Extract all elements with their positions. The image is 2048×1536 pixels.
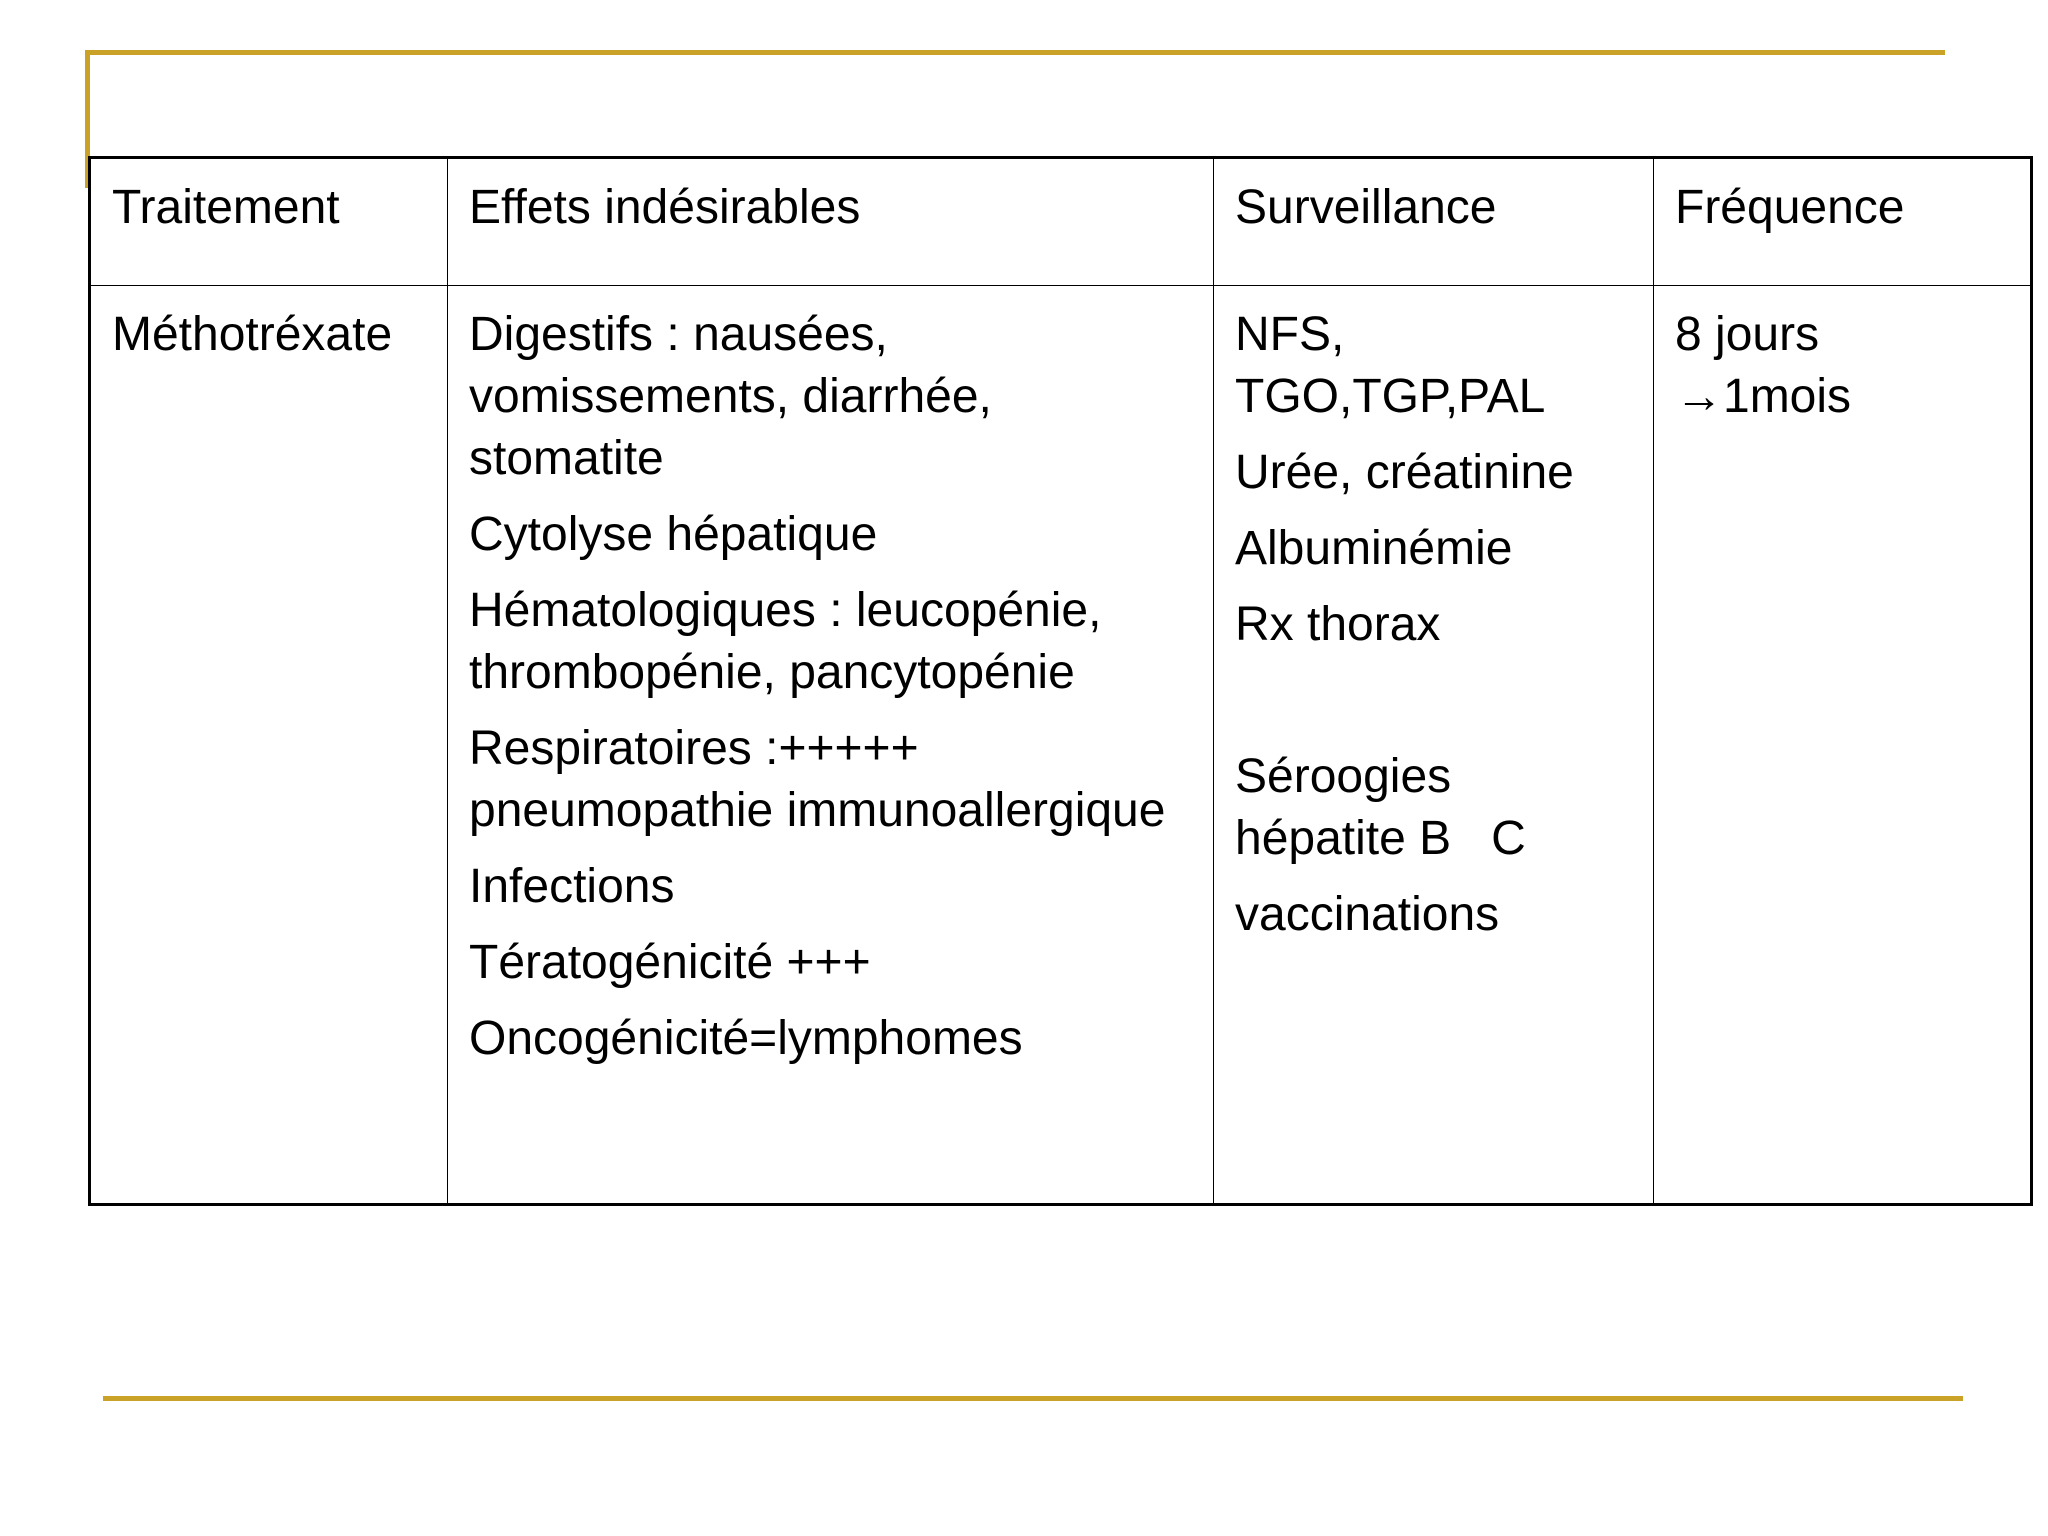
frequence-value: 8 jours →1mois — [1675, 308, 1852, 423]
surveillance-vaccinations: vaccinations — [1235, 888, 1500, 941]
surveillance-nfs: NFS, TGO,TGP,PAL — [1235, 308, 1546, 423]
table-row — [90, 286, 2032, 1205]
surveillance-serologies: Séroogies hépatite B C — [1235, 750, 1526, 865]
effet-cytolyse: Cytolyse hépatique — [469, 508, 878, 561]
effet-hematologiques: Hématologiques : leucopénie, thrombopénie, pancytopénie — [469, 584, 1115, 699]
effet-respiratoires: Respiratoires :+++++ pneumopathie immunoallergique — [469, 722, 1166, 837]
surveillance-uree: Urée, créatinine — [1235, 446, 1574, 499]
cell-surveillance — [1214, 286, 1654, 1205]
cell-frequence — [1654, 286, 2032, 1205]
header-surveillance: Surveillance — [1214, 158, 1654, 286]
effet-oncogenicite: Oncogénicité=lymphomes — [469, 1012, 1023, 1065]
header-frequence: Fréquence — [1654, 158, 2032, 286]
bottom-accent-rule — [103, 1396, 1963, 1401]
header-effets-indesirables: Effets indésirables — [448, 158, 1214, 286]
effet-teratogenicite: Tératogénicité +++ — [469, 936, 871, 989]
header-traitement: Traitement — [90, 158, 448, 286]
table-header-row — [90, 158, 2032, 286]
effet-digestifs: Digestifs : nausées, vomissements, diarrhée, stomatite — [469, 308, 1006, 485]
treatment-table — [88, 156, 2033, 1206]
effet-infections: Infections — [469, 860, 675, 913]
cell-effets-indesirables — [448, 286, 1214, 1205]
surveillance-rx-thorax: Rx thorax — [1235, 598, 1441, 651]
top-accent-rule — [85, 50, 1945, 55]
cell-traitement: Méthotréxate — [90, 286, 448, 1205]
surveillance-albuminemie: Albuminémie — [1235, 522, 1513, 575]
